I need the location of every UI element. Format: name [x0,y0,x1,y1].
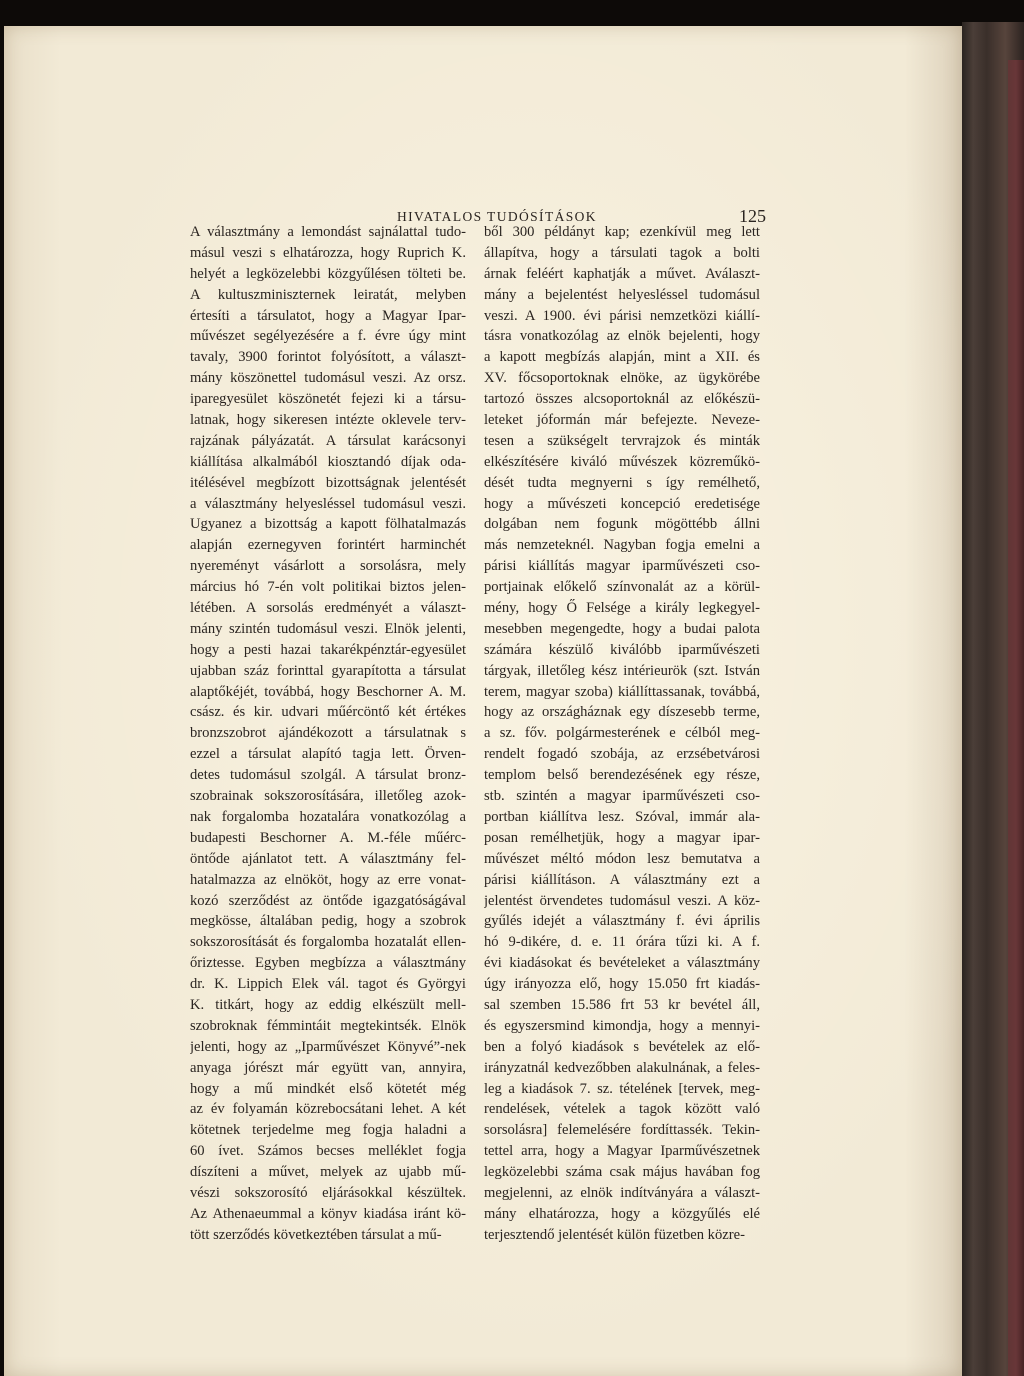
text-line: leg a kiadások 7. sz. tételének [tervek, meg- [484,1080,760,1097]
text-line: árnak feléért kaphatják a művet. Aválaszt- [484,265,760,282]
text-line: megkösse, általában pedig, hogy a szobrok [190,913,466,930]
text-line: szobrainak sokszorosítására, illetőleg azok- [190,788,466,805]
text-line: mány köszönettel tudomásul veszi. Az orsz. [190,370,466,387]
text-line: hó 9-dikére, d. e. 11 órára tűzi ki. A f. [484,934,760,951]
page-header [4,206,962,235]
text-line: itélésével megbízott bizottságnak jelentését [190,474,466,491]
text-line: hogy a pesti hazai takarékpénztár-egyesület [190,641,466,658]
text-line: K. titkárt, hogy az eddig elkészült mell- [190,996,466,1013]
text-line: A kultuszminiszternek leiratát, melyben [190,286,466,303]
text-line: kiállítása alkalmából kiosztandó díjak oda- [190,453,466,470]
text-line: tartozó összes alcsoportoknál az előkészü- [484,391,760,408]
text-line: templom belső berendezésének egy része, [484,767,760,784]
book-spine-edge [1008,60,1024,1376]
text-line: Ugyanez a bizottság a kapott fölhatalmazás [190,516,466,533]
text-line: hogy az országháznak egy díszesebb terme, [484,704,760,721]
text-line: mány elhatározza, hogy a közgyűlés elé [484,1205,760,1222]
text-line: ből 300 példányt kap; ezenkívül meg lett [484,224,760,240]
text-line: posan remélhetjük, hogy a magyar ipar- [484,829,760,846]
text-line: öntőde ajánlatot tett. A választmány fel- [190,850,466,867]
text-line: a választmány helyesléssel tudomásul veszi. [190,495,466,512]
text-line: terjesztendő jelentését külön füzetben közre- [484,1226,745,1243]
text-line: ben a folyó kiadások s bevételek az elő- [484,1038,760,1055]
text-line: hogy a művészeti koncepció eredetisége [484,495,760,512]
text-line: más nemzeteknél. Nagyban fogja emelni a [484,537,760,554]
text-line: leteket jóformán már befejezte. Neveze- [484,412,760,429]
text-line: állapítva, hogy a társulati tagok a bolti [484,244,760,261]
text-line: 60 ívet. Számos becses melléklet fogja [190,1143,466,1160]
text-line: párisi kiállításon. A választmány ezt a [484,871,760,888]
text-line: hogy a mű mindkét első kötetét még [190,1080,466,1097]
text-line: iparegyesület köszönetét fejezi ki a társu- [190,391,466,408]
text-line: kozó szerződést az öntőde igazgatóságával [190,892,466,909]
text-line: művészet segélyezésére a f. évre úgy mint [190,328,466,345]
text-line: vészi sokszorosító eljárásokkal készültek. [190,1184,466,1201]
text-line: számára készülő kiválóbb iparművészeti [484,641,760,658]
text-line: sorsolásra] felemelésére fordíttassék. Tekin- [484,1122,760,1139]
text-line: anyaga jórészt már együtt van, annyira, [190,1059,466,1076]
page-number: 125 [739,206,766,226]
text-line: budapesti Beschorner A. M.-féle műérc- [190,829,466,846]
text-line: jelentést örvendetes tudomásul veszi. A köz- [484,892,760,909]
text-line: az év folyamán közrebocsátani lehet. A két [190,1101,466,1118]
text-line: létében. A sorsolás eredményét a választ- [190,600,466,617]
text-line: gyűlés idejét a választmány f. évi április [484,913,760,930]
text-line: terem, magyar szoba) kiállíttassanak, továbbá, [484,683,760,700]
text-line: latnak, hogy sikeresen intézte oklevele terv- [190,412,466,429]
text-line: alaptőkéjét, továbbá, hogy Beschorner A. M. [190,683,466,700]
text-line: dolgában nem fogunk mögöttébb állni [484,516,760,533]
text-line: párisi kiállítás magyar iparművészeti cso- [484,558,760,575]
text-line: és egyszersmind kimondja, hogy a mennyi- [484,1017,760,1034]
text-line: rendelések, vételek a tagok között való [484,1101,760,1118]
text-line: őriztesse. Egyben megbízza a választmány [190,955,466,972]
text-line: tásra vonatkozólag az elnök bejelenti, hogy [484,328,760,345]
text-line: sal szemben 15.586 frt 53 kr bevétel áll, [484,996,760,1013]
text-line: értesíti a társulatot, hogy a Magyar Ipar- [190,307,466,324]
text-line: szobroknak fémmintáit megtekintsék. Elnök [190,1017,466,1034]
book-page [4,26,962,1376]
text-line: másul veszi s elhatározza, hogy Ruprich K. [190,244,466,261]
text-line: március hó 7-én volt politikai biztos jelen- [190,579,466,596]
text-line: kötetnek terjedelme meg fogja haladni a [190,1122,466,1139]
text-line: irányzatnál kedvezőbben alakulnának, a feles- [484,1059,760,1076]
text-line: veszi. A 1900. évi párisi nemzetközi kiállí- [484,307,760,324]
text-line: a kapott megbízás alapján, mint a XII. és [484,349,760,366]
text-line: bronzszobrot ajándékozott a társulatnak s [190,725,466,742]
text-line: dését tudta megnyerni s így remélhető, [484,474,760,491]
text-line: XV. főcsoportoknak elnöke, az ügykörébe [484,370,760,387]
text-line: portban kiállítva lesz. Szóval, immár ala- [484,808,760,825]
text-line: alapján ezernegyven forintért harminchét [190,537,466,554]
text-line: a sz. főv. polgármesterének e célból meg- [484,725,760,742]
text-line: jelenti, hogy az „Iparművészet Könyvé”-nek [190,1038,466,1055]
text-line: A választmány a lemondást sajnálattal tudo- [190,224,466,240]
text-line: mány szintén tudomásul veszi. Elnök jelenti, [190,620,466,637]
text-line: tesen a szükségelt tervrajzok és minták [484,432,760,449]
text-line: tött szerződés következtében társulat a mű- [190,1226,442,1243]
text-line: nyereményt vásárlott a sorsolásra, mely [190,558,466,575]
text-line: elkészítésére kiváló művészek közreműkö- [484,453,760,470]
text-line: úgy irányozza elő, hogy 15.050 frt kiadás- [484,976,760,993]
text-line: stb. szintén a magyar iparművészeti cso- [484,788,760,805]
right-text-column [484,222,760,1246]
text-line: legközelebbi száma csak május havában fog [484,1164,760,1181]
text-line: mesebben megengedte, hogy a budai palota [484,620,760,637]
text-line: helyét a legközelebbi közgyűlésen tölteti be. [190,265,466,282]
text-line: évi kiadásokat és bevételeket a választmány [484,955,760,972]
text-line: megjelenni, az elnök indítványára a választ- [484,1184,760,1201]
text-line: nak forgalomba hozatalára vonatkozólag a [190,808,466,825]
text-line: Az Athenaeummal a könyv kiadása iránt kö- [190,1205,466,1222]
text-line: tavaly, 3900 forintot folyósított, a választ- [190,349,466,366]
text-line: hatalmazza az elnököt, hogy az erre vonat- [190,871,466,888]
text-line: mény, hogy Ő Felsége a király legkegyel- [484,600,760,617]
text-line: dr. K. Lippich Elek vál. tagot és Györgyi [190,976,466,993]
text-line: sokszorosítását és forgalomba hozatalát ellen- [190,934,466,951]
text-line: tárgyak, illetőleg kész intérieurök (szt. István [484,662,760,679]
text-line: tettel arra, hogy a Magyar Iparművészetnek [484,1143,760,1160]
text-line: rendelt fogadó szobája, az erzsébetvárosi [484,746,760,763]
text-line: ujabban száz forinttal gyarapította a társulat [190,662,466,679]
text-line: mány a bejelentést helyesléssel tudomásul [484,286,760,303]
left-text-column [190,222,466,1246]
text-line: díszíteni a művet, melyek az ujabb mű- [190,1164,466,1181]
text-line: rajzának pályázatát. A társulat karácsonyi [190,432,466,449]
text-line: detes tudomásul szolgál. A társulat bronz- [190,767,466,784]
text-line: ezzel a társulat alapító tagja lett. Örven- [190,746,466,763]
text-line: csász. és kir. udvari műércöntő két értékes [190,704,466,721]
running-head: HIVATALOS TUDÓSÍTÁSOK [397,209,597,224]
text-line: művészet méltó módon lesz bemutatva a [484,850,760,867]
text-line: portjainak előkelő színvonalát az a körül- [484,579,760,596]
